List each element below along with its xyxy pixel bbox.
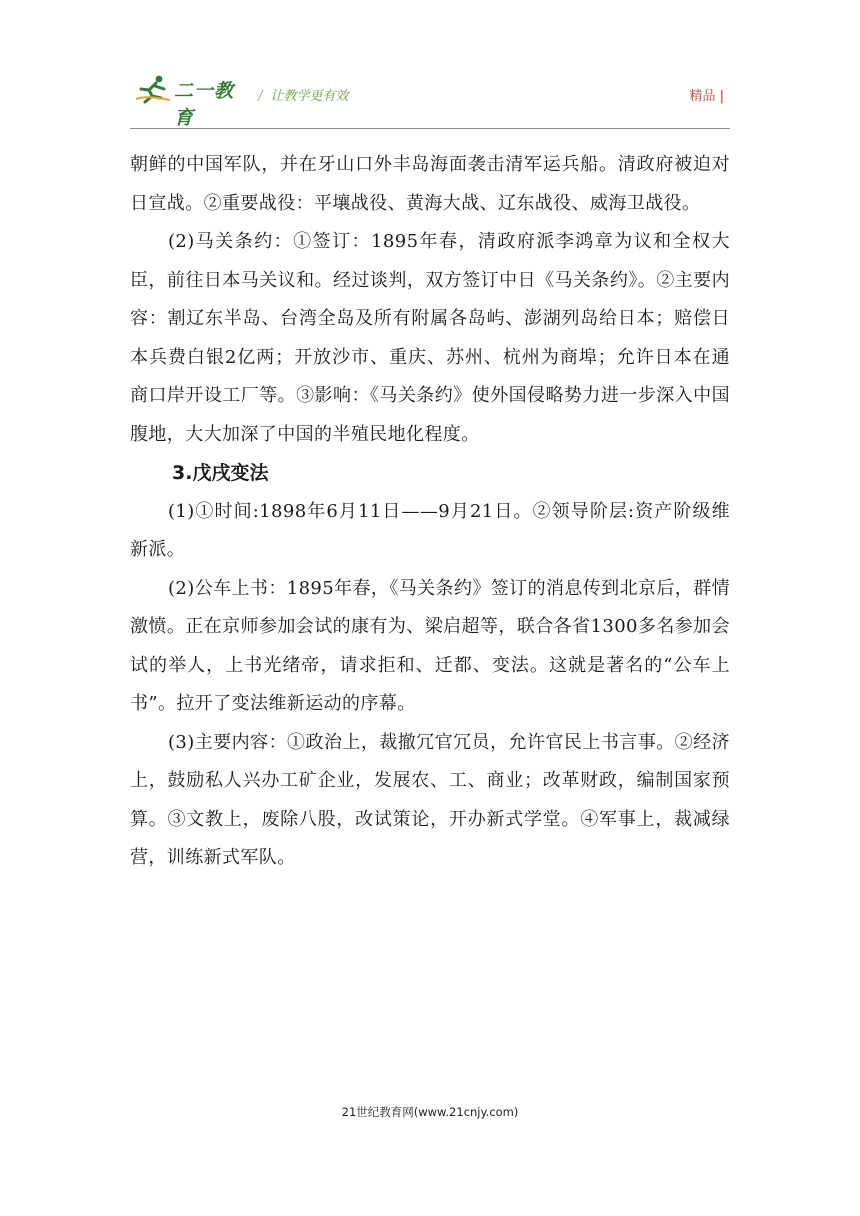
- paragraph-time-and-leaders: (1)①时间:1898年6月11日——9月21日。②领导阶层:资产阶级维新派。: [130, 500, 730, 560]
- paragraph-treaty-of-shimonoseki: (2)马关条约：①签订：1895年春，清政府派李鸿章为议和全权大臣，前往日本马关议和。经过谈判，双方签订中日《马关条约》。②主要内容：割辽东半岛、台湾全岛及所有附属各岛屿、澎湖列岛给日本；赔偿日本兵费白银2亿两；开放沙市、重庆、苏州、杭州为商埠；允许日本在通商口岸开设工厂等。③影响：《马关条约》使外国侵略势力进一步深入中国腹地，大大加深了中国的半殖民地化程度。: [130, 231, 730, 445]
- document-body: [130, 146, 730, 878]
- paragraph-main-contents: (3)主要内容：①政治上，裁撤冗官冗员，允许官民上书言事。②经济上，鼓励私人兴办工矿企业，发展农、工、商业；改革财政，编制国家预算。③文教上，废除八股，改试策论，开办新式学堂。④军事上，裁减绿营，训练新式军队。: [130, 731, 730, 868]
- running-man-icon: [134, 74, 174, 104]
- slogan: [258, 85, 348, 104]
- section-heading: 3.戊戌变法: [172, 462, 269, 484]
- slogan-divider: /: [258, 89, 263, 104]
- paragraph-continued: 朝鲜的中国军队，并在牙山口外丰岛海面袭击清军运兵船。清政府被迫对日宣战。②重要战役：平壤战役、黄海大战、辽东战役、威海卫战役。: [130, 154, 730, 214]
- paragraph-gongche-shangshu: (2)公车上书：1895年春，《马关条约》签订的消息传到北京后，群情激愤。正在京师参加会试的康有为、梁启超等，联合各省1300多名参加会试的举人，上书光绪帝，请求拒和、迁都、变法。这就是著名的“公车上书”。拉开了变法维新运动的序幕。: [130, 577, 730, 714]
- page-header: [130, 66, 730, 129]
- page-footer: 21世纪教育网(www.21cnjy.com): [341, 1105, 519, 1119]
- premium-badge: 精品 |: [689, 89, 724, 104]
- logo-text: 二一教育: [174, 80, 235, 129]
- logo: [134, 74, 244, 129]
- slogan-text: 让教学更有效: [270, 89, 349, 104]
